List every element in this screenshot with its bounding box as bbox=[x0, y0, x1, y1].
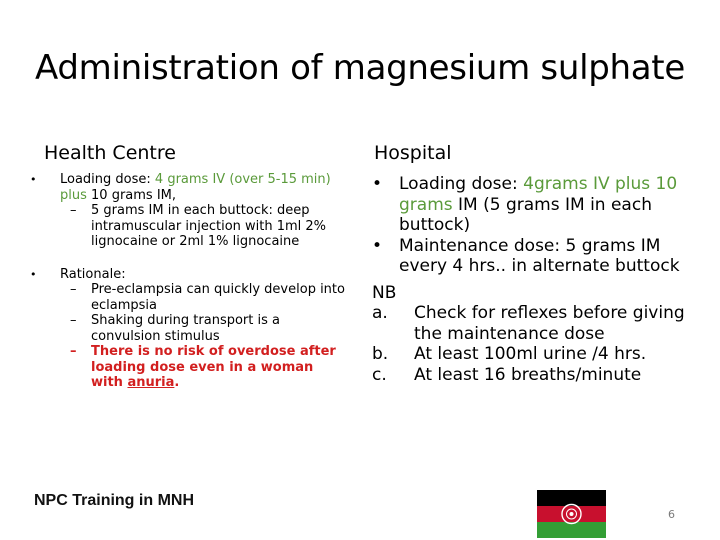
item-text: Check for reflexes before giving the maintenance dose bbox=[414, 303, 685, 344]
hospital-column bbox=[372, 174, 708, 385]
bullet-icon: • bbox=[372, 235, 383, 256]
loading-dose-im: 10 grams IM, bbox=[86, 187, 177, 203]
malawi-flag-icon bbox=[537, 490, 606, 538]
hospital-heading: Hospital bbox=[374, 142, 452, 164]
page-number: 6 bbox=[668, 508, 675, 521]
rationale-subpoint-3 bbox=[30, 344, 360, 391]
loading-dose-im: IM (5 grams IM in each buttock) bbox=[399, 194, 652, 235]
footer-text: NPC Training in MNH bbox=[34, 492, 194, 509]
rationale-subpoint-2 bbox=[30, 313, 360, 344]
bullet-icon: • bbox=[30, 173, 37, 186]
hospital-loading-dose bbox=[372, 174, 708, 236]
anuria-text: anuria bbox=[127, 375, 175, 390]
nb-label: NB bbox=[372, 282, 397, 303]
slide-title: Administration of magnesium sulphate bbox=[35, 48, 685, 88]
item-label: b. bbox=[372, 344, 389, 364]
bullet-icon: • bbox=[372, 174, 383, 194]
rationale-bullet bbox=[30, 267, 360, 283]
hospital-maintenance-dose bbox=[372, 236, 708, 277]
loading-dose-subpoint bbox=[30, 203, 360, 250]
subpoint-text: Pre-eclampsia can quickly develop into eclampsia bbox=[91, 282, 345, 313]
dash-icon: – bbox=[70, 203, 77, 218]
loading-dose-bullet bbox=[30, 172, 360, 203]
bullet-icon: • bbox=[30, 267, 37, 281]
loading-dose-iv: 4 grams IV (over 5-15 min) plus bbox=[60, 172, 331, 203]
dash-icon: – bbox=[70, 313, 77, 328]
health-centre-heading: Health Centre bbox=[44, 142, 176, 164]
item-label: a. bbox=[372, 303, 388, 323]
check-item-a bbox=[372, 303, 708, 344]
item-text: At least 100ml urine /4 hrs. bbox=[414, 344, 647, 364]
rationale-subpoint-1 bbox=[30, 282, 360, 313]
overdose-text: There is no risk of overdose after loading dose even in a woman with bbox=[91, 344, 336, 390]
subpoint-text: 5 grams IM in each buttock: deep intramuscular injection with 1ml 2% lignocaine or 2ml 1% lignocaine bbox=[91, 203, 327, 249]
period-text: . bbox=[174, 375, 180, 390]
rationale-label: Rationale: bbox=[60, 266, 126, 282]
subpoint-text: Shaking during transport is a convulsion stimulus bbox=[91, 313, 280, 344]
dash-icon: – bbox=[70, 282, 77, 297]
item-text: At least 16 breaths/minute bbox=[414, 364, 642, 385]
loading-dose-amount: 4grams IV plus 10 grams bbox=[399, 174, 678, 215]
health-centre-column bbox=[30, 172, 360, 391]
maintenance-text: Maintenance dose: 5 grams IM every 4 hrs.. in alternate buttock bbox=[399, 235, 680, 276]
loading-dose-label: Loading dose: bbox=[399, 174, 524, 194]
item-label: c. bbox=[372, 364, 387, 385]
check-item-c bbox=[372, 365, 708, 386]
loading-dose-label: Loading dose: bbox=[60, 172, 155, 187]
check-item-b bbox=[372, 344, 708, 365]
dash-icon: – bbox=[70, 344, 77, 359]
